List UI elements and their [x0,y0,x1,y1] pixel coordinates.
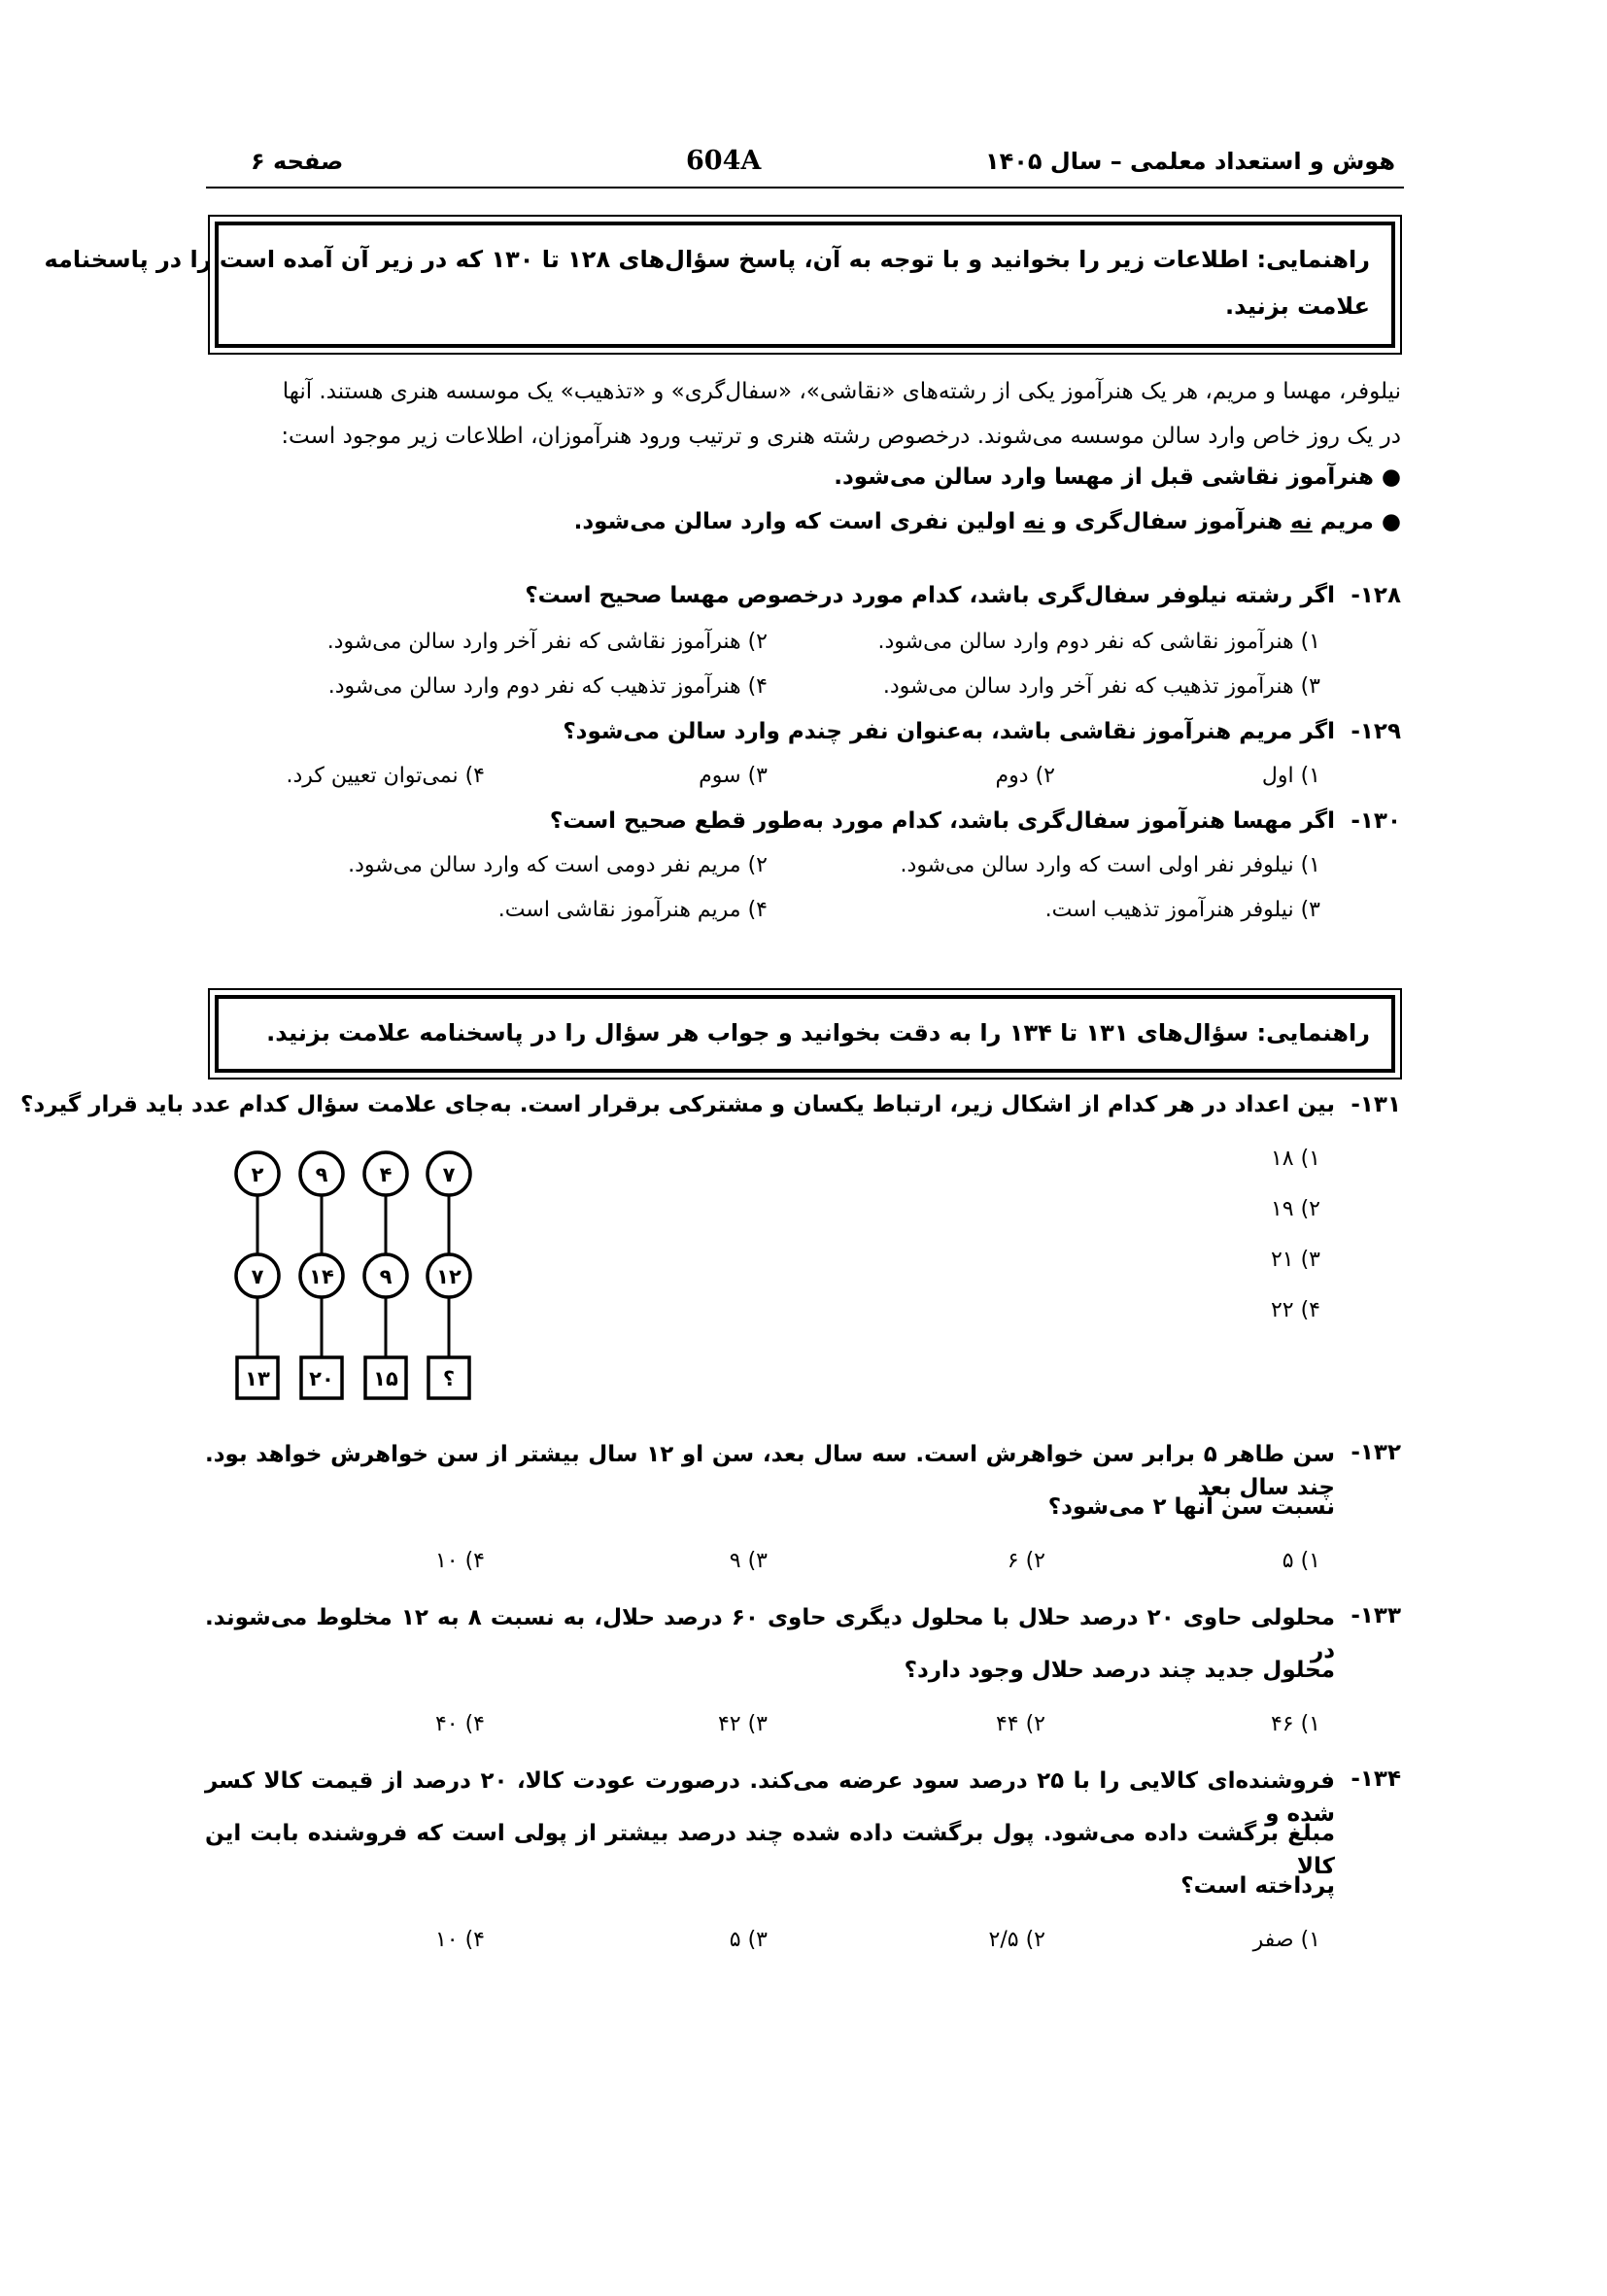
q131-text: بین اعداد در هر کدام از اشکال زیر، ارتباط یکسان و مشترکی برقرار است. به‌جای علامت سؤال کدام عدد باید قرار گیرد؟ [20,1092,1335,1117]
q130-option-2[interactable]: ۲) مریم نفر دومی است که وارد سالن می‌شود. [348,853,768,877]
q134-option-3[interactable]: ۳) ۵ [729,1928,768,1952]
q130-option-1[interactable]: ۱) نیلوفر نفر اولی است که وارد سالن می‌شود. [900,853,1320,877]
underlined-word: نه [1290,509,1313,534]
header-title: هوش و استعداد معلمی – سال ۱۴۰۵ [984,148,1395,175]
figure-middle-label: ۱۲ [436,1265,462,1288]
figure-top-label: ۴ [379,1163,393,1186]
q128-option-2[interactable]: ۲) هنرآموز نقاشی که نفر آخر وارد سالن می‌شود. [326,630,768,654]
q128-number: ۱۲۸- [1351,583,1401,608]
q134-text-line-2: مبلغ برگشت داده می‌شود. پول برگشت داده شده چند درصد بیشتر از پولی است که فروشنده بابت این کالا [205,1821,1335,1879]
q134-option-4[interactable]: ۴) ۱۰ [434,1928,485,1952]
q128-option-4[interactable]: ۴) هنرآموز تذهیب که نفر دوم وارد سالن می‌شود. [327,674,768,699]
q129-option-2[interactable]: ۲) دوم [995,764,1055,788]
q133-option-4[interactable]: ۴) ۴۰ [434,1712,485,1736]
q129-number: ۱۲۹- [1351,719,1401,744]
q132-option-3[interactable]: ۳) ۹ [729,1549,768,1573]
q128-text: اگر رشته نیلوفر سفال‌گری باشد، کدام مورد درخصوص مهسا صحیح است؟ [525,583,1335,608]
q134-number: ۱۳۴- [1351,1766,1401,1792]
figure-middle-label: ۹ [379,1265,393,1288]
q129-option-3[interactable]: ۳) سوم [699,764,768,788]
q133-number: ۱۳۳- [1351,1603,1401,1628]
q132-text-line-2: نسبت سن آنها ۲ می‌شود؟ [1047,1494,1335,1520]
q131-number: ۱۳۱- [1351,1092,1401,1117]
q132-option-4[interactable]: ۴) ۱۰ [434,1549,485,1573]
q130-option-4[interactable]: ۴) مریم هنرآموز نقاشی است. [497,898,768,922]
q132-number: ۱۳۲- [1351,1440,1401,1465]
q134-text-line-3: پرداخته است؟ [1180,1873,1335,1899]
guide-1-line-2: علامت بزنید. [1225,292,1370,320]
figure-middle-label: ۷ [251,1265,264,1288]
passage-bullet-1 [834,464,1401,490]
q129-option-4[interactable]: ۴) نمی‌توان تعیین کرد. [286,764,485,788]
figure-top-label: ۷ [442,1163,456,1186]
bullet-text: هنرآموز نقاشی قبل از مهسا وارد سالن می‌شود. [834,464,1374,490]
q133-text-line-1: محلولی حاوی ۲۰ درصد حلال با محلول دیگری حاوی ۶۰ درصد حلال، به نسبت ۸ به ۱۲ مخلوط می‌شوند. در [205,1605,1336,1663]
header-code: 604A [686,146,762,176]
q128-option-1[interactable]: ۱) هنرآموز نقاشی که نفر دوم وارد سالن می‌شود. [877,630,1320,654]
figure-bottom-label: ۲۰ [309,1367,334,1390]
q132-option-1[interactable]: ۱) ۵ [1282,1549,1320,1573]
bullet-text-part: اولین نفری است که وارد سالن می‌شود. [573,509,1024,534]
q134-option-1[interactable]: ۱) صفر [1252,1928,1320,1952]
underlined-word: نه [1023,509,1045,534]
q130-number: ۱۳۰- [1351,808,1401,834]
q130-text: اگر مهسا هنرآموز سفال‌گری باشد، کدام مورد به‌طور قطع صحیح است؟ [549,808,1335,834]
bullet-text-part: مریم [1312,509,1374,534]
q133-option-3[interactable]: ۳) ۴۲ [717,1712,768,1736]
q128-option-3[interactable]: ۳) هنرآموز تذهیب که نفر آخر وارد سالن می‌شود. [882,674,1320,699]
q133-option-1[interactable]: ۱) ۴۶ [1270,1712,1320,1736]
q133-option-2[interactable]: ۲) ۴۴ [995,1712,1045,1736]
figure-bottom-label: ۱۳ [245,1367,270,1390]
guide-2-line-1: راهنمایی: سؤال‌های ۱۳۱ تا ۱۳۴ را به دقت بخوانید و جواب هر سؤال را در پاسخنامه علامت بزنید. [266,1019,1370,1046]
q133-text-line-2: محلول جدید چند درصد حلال وجود دارد؟ [904,1658,1335,1683]
header-rule [206,187,1404,188]
q131-option-3[interactable]: ۳) ۲۱ [1270,1248,1320,1272]
passage-line-2: در یک روز خاص وارد سالن موسسه می‌شوند. درخصوص رشته هنری و ترتیب ورود هنرآموزان، اطلاعات زیر موجود است: [281,424,1401,449]
q131-option-2[interactable]: ۲) ۱۹ [1270,1197,1320,1221]
guide-1-line-1: راهنمایی: اطلاعات زیر را بخوانید و با توجه به آن، پاسخ سؤال‌های ۱۲۸ تا ۱۳۰ که در زیر آن آمده است را در پاسخنامه [44,246,1370,273]
guide-box-1 [44,222,1395,348]
figure-bottom-label: ؟ [442,1367,456,1390]
q132-option-2[interactable]: ۲) ۶ [1007,1549,1045,1573]
guide-box-2 [215,995,1395,1073]
q134-option-2[interactable]: ۲) ۲/۵ [988,1928,1045,1952]
q132-text-line-1: سن طاهر ۵ برابر سن خواهرش است. سه سال بعد، سن او ۱۲ سال بیشتر از سن خواهرش خواهد بود. چند سال بعد [205,1442,1335,1500]
q131-option-1[interactable]: ۱) ۱۸ [1270,1147,1320,1171]
bullet-icon: ● [1373,464,1401,490]
passage-line-1: نیلوفر، مهسا و مریم، هر یک هنرآموز یکی از رشته‌های «نقاشی»، «سفال‌گری» و «تذهیب» یک موسسه هنری هستند. آنها [282,379,1401,404]
header-page-number: صفحه ۶ [251,148,344,175]
q130-option-3[interactable]: ۳) نیلوفر هنرآموز تذهیب است. [1044,898,1320,922]
q131-figure [219,1145,491,1417]
bullet-icon: ● [1373,509,1401,534]
passage-bullet-2 [574,509,1401,534]
q129-text: اگر مریم هنرآموز نقاشی باشد، به‌عنوان نفر چندم وارد سالن می‌شود؟ [563,719,1335,744]
figure-top-label: ۹ [315,1163,328,1186]
q134-text-line-1: فروشنده‌ای کالایی را با ۲۵ درصد سود عرضه می‌کند. درصورت عودت کالا، ۲۰ درصد از قیمت کالا کسر شده و [205,1768,1335,1827]
bullet-text-part: هنرآموز سفال‌گری و [1044,509,1291,534]
q131-option-4[interactable]: ۴) ۲۲ [1270,1298,1320,1322]
q129-option-1[interactable]: ۱) اول [1261,764,1320,788]
figure-middle-label: ۱۴ [309,1265,334,1288]
figure-bottom-label: ۱۵ [373,1367,398,1390]
figure-top-label: ۲ [251,1163,264,1186]
